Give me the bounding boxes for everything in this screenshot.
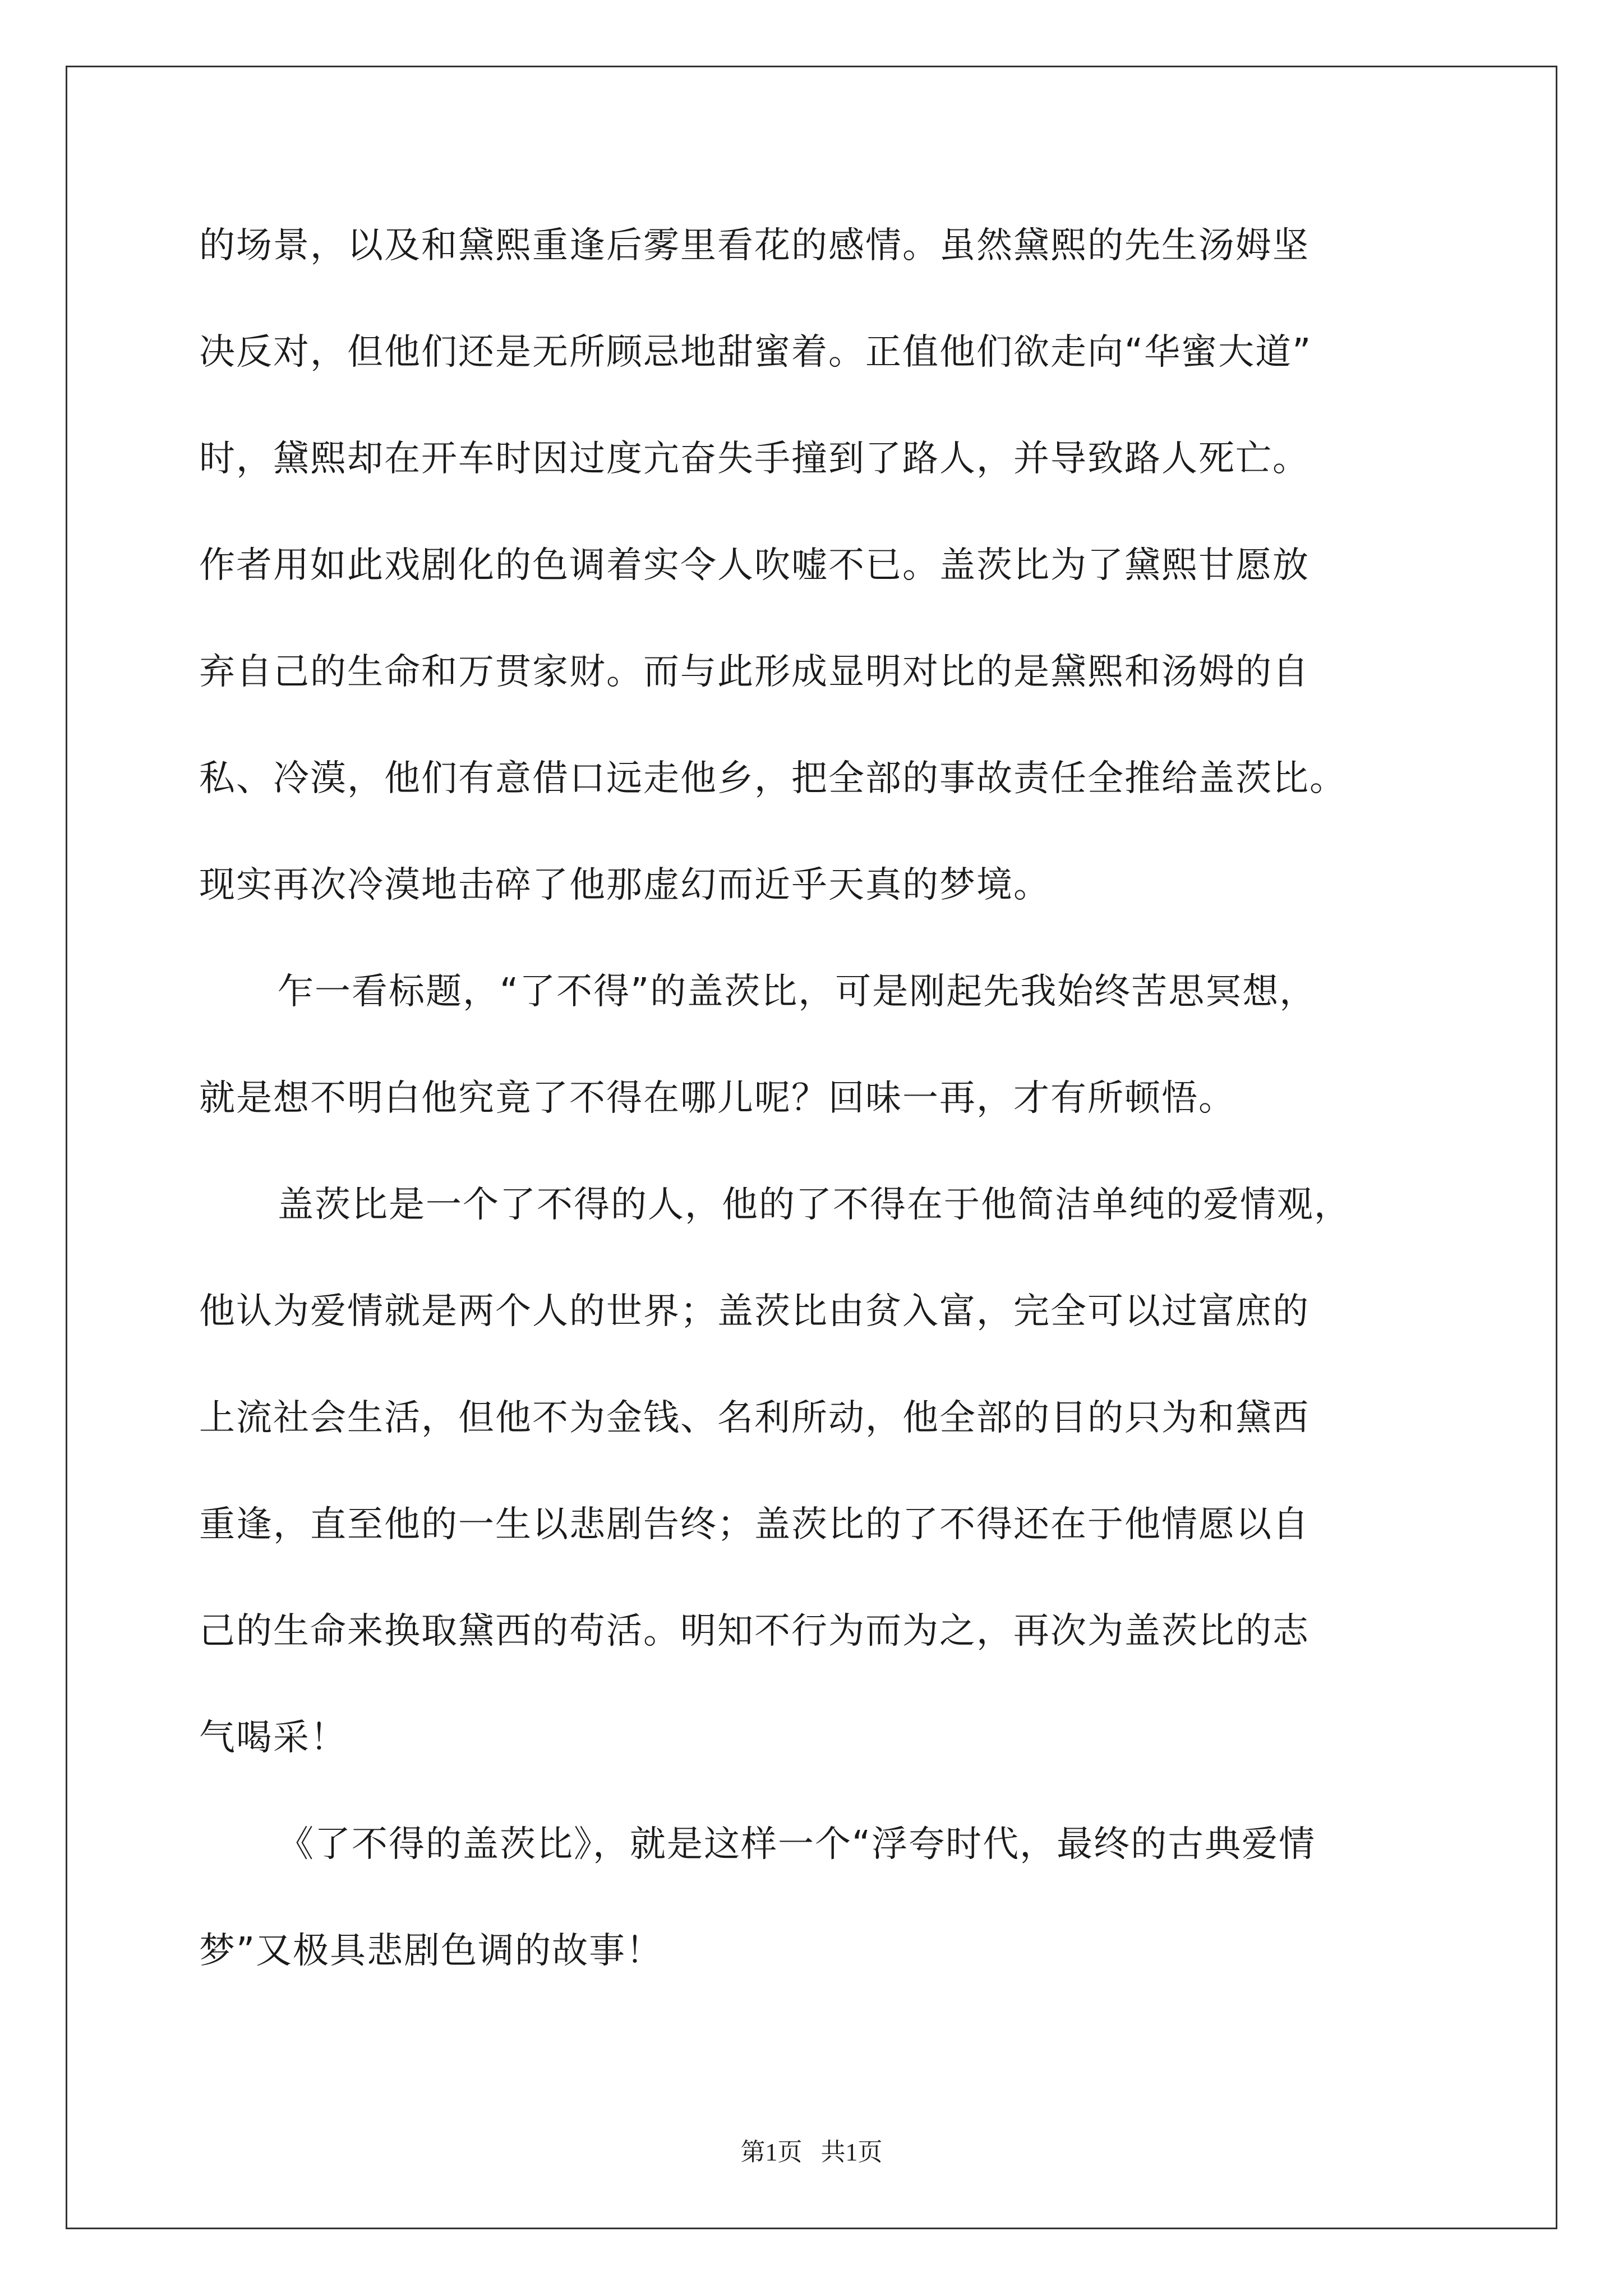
text-line: 作者用如此戏剧化的色调着实令人吹嘘不已。盖茨比为了黛熙甘愿放 bbox=[199, 545, 1310, 586]
text-line: 乍一看标题，“了不得”的盖茨比，可是刚起先我始终苦思冥想， bbox=[278, 971, 1317, 1013]
page-footer: 第1页 共1页 bbox=[740, 2138, 883, 2166]
text-line: 盖茨比是一个了不得的人，他的了不得在于他简洁单纯的爱情观， bbox=[278, 1184, 1351, 1226]
text-line: 上流社会生活，但他不为金钱、名利所动，他全部的目的只为和黛西 bbox=[199, 1397, 1310, 1439]
text-line: 的场景，以及和黛熙重逢后雾里看花的感情。虽然黛熙的先生汤姆坚 bbox=[199, 225, 1310, 266]
text-line: 决反对，但他们还是无所顾忌地甜蜜着。正值他们欲走向“华蜜大道” bbox=[199, 332, 1312, 373]
text-line: 气喝采！ bbox=[199, 1717, 347, 1759]
text-line: 时，黛熙却在开车时因过度亢奋失手撞到了路人，并导致路人死亡。 bbox=[199, 438, 1310, 480]
text-line: 梦”又极具悲剧色调的故事！ bbox=[199, 1930, 663, 1972]
text-line: 己的生命来换取黛西的苟活。明知不行为而为之，再次为盖茨比的志 bbox=[199, 1611, 1310, 1652]
document-body bbox=[199, 215, 1438, 2027]
text-line: 弃自己的生命和万贯家财。而与此形成显明对比的是黛熙和汤姆的自 bbox=[199, 651, 1310, 693]
text-line: 现实再次冷漠地击碎了他那虚幻而近乎天真的梦境。 bbox=[199, 864, 1050, 906]
text-line: 《了不得的盖茨比》，就是这样一个“浮夸时代，最终的古典爱情 bbox=[278, 1824, 1316, 1865]
text-line: 重逢，直至他的一生以悲剧告终；盖茨比的了不得还在于他情愿以自 bbox=[199, 1504, 1310, 1545]
text-line: 他认为爱情就是两个人的世界；盖茨比由贫入富，完全可以过富庶的 bbox=[199, 1291, 1310, 1332]
text-line: 私、冷漠，他们有意借口远走他乡，把全部的事故责任全推给盖茨比。 bbox=[199, 758, 1347, 799]
text-line: 就是想不明白他究竟了不得在哪儿呢？回味一再，才有所顿悟。 bbox=[199, 1078, 1235, 1119]
